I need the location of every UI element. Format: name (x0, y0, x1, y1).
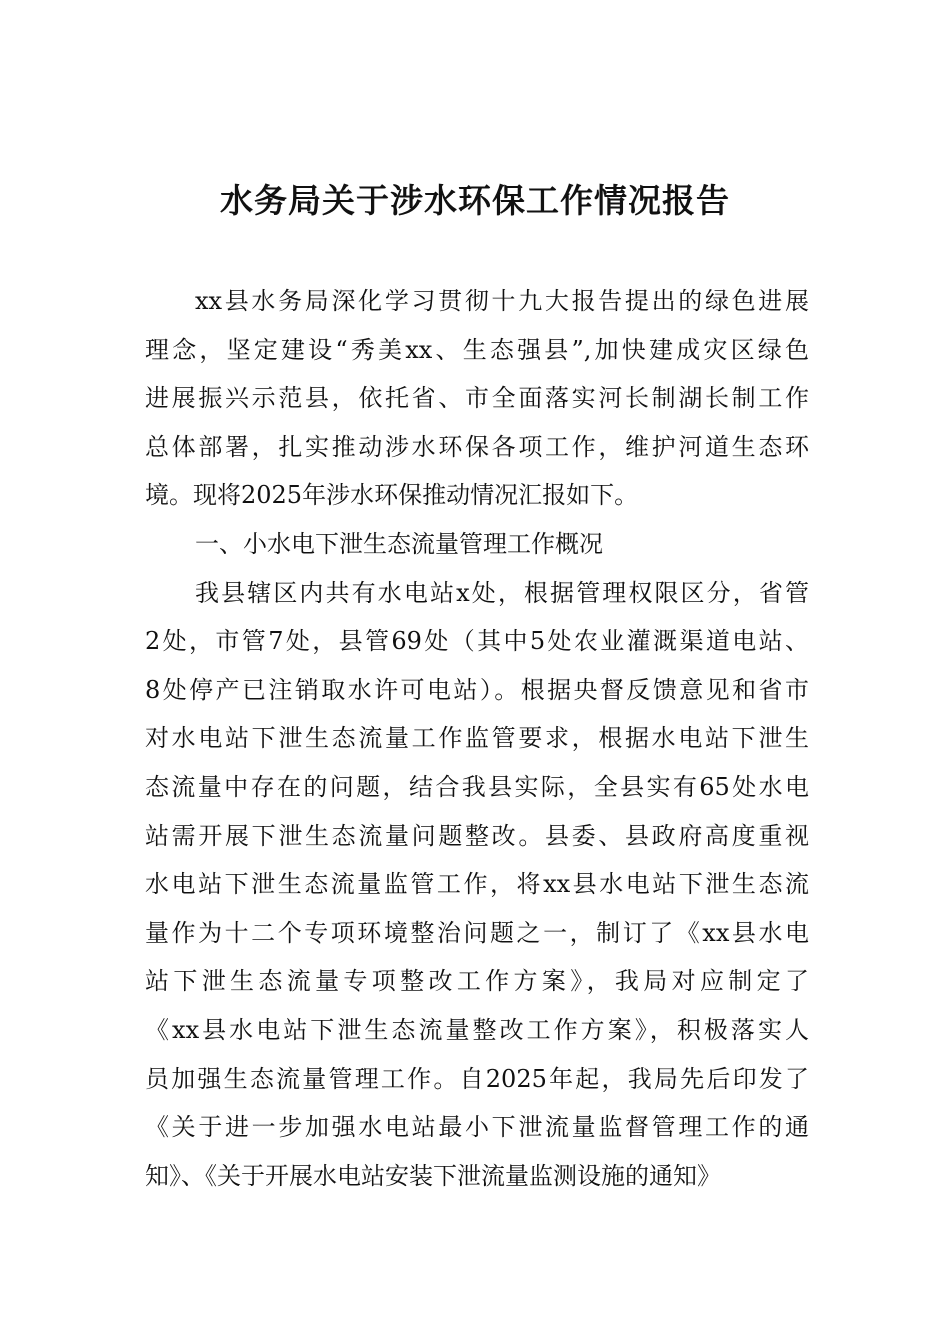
paragraph-line: 态流量中存在的问题，结合我县实际，全县实有65处水电 (145, 772, 809, 801)
intro-paragraph (145, 277, 809, 520)
paragraph-line: 进展振兴示范县，依托省、市全面落实河长制湖长制工作 (145, 384, 809, 413)
paragraph-line: 理念，坚定建设“秀美xx、生态强县”,加快建成灾区绿色 (145, 335, 809, 364)
paragraph-line: 对水电站下泄生态流量工作监管要求，根据水电站下泄生 (145, 724, 809, 753)
paragraph-line: 水电站下泄生态流量监管工作，将xx县水电站下泄生态流 (145, 870, 809, 899)
document-body (145, 277, 809, 1200)
paragraph-line: xx县水务局深化学习贯彻十九大报告提出的绿色进展 (195, 287, 809, 315)
section-paragraph (145, 569, 809, 1201)
paragraph-line: 站下泄生态流量专项整改工作方案》，我局对应制定了 (145, 967, 809, 996)
document-title: 水务局关于涉水环保工作情况报告 (220, 181, 730, 220)
paragraph-line: 知》、《关于开展水电站安装下泄流量监测设施的通知》 (145, 1161, 721, 1190)
section-heading: 一、小水电下泄生态流量管理工作概况 (195, 529, 603, 558)
paragraph-line: 《xx县水电站下泄生态流量整改工作方案》，积极落实人 (145, 1015, 809, 1044)
paragraph-line: 8处停产已注销取水许可电站）。根据央督反馈意见和省市 (145, 675, 809, 704)
paragraph-line: 2处，市管7处，县管69处（其中5处农业灌溉渠道电站、 (145, 627, 809, 656)
paragraph-line: 量作为十二个专项环境整治问题之一，制订了《xx县水电 (145, 918, 809, 947)
paragraph-line: 员加强生态流量管理工作。自2025年起，我局先后印发了 (145, 1064, 809, 1093)
paragraph-line: 境。现将2025年涉水环保推动情况汇报如下。 (145, 481, 639, 510)
paragraph-line: 《关于进一步加强水电站最小下泄流量监督管理工作的通 (145, 1113, 809, 1142)
paragraph-line: 站需开展下泄生态流量问题整改。县委、县政府高度重视 (145, 821, 809, 850)
paragraph-line: 我县辖区内共有水电站x处，根据管理权限区分，省管 (195, 578, 809, 607)
paragraph-line: 总体部署，扎实推动涉水环保各项工作，维护河道生态环 (145, 432, 809, 461)
